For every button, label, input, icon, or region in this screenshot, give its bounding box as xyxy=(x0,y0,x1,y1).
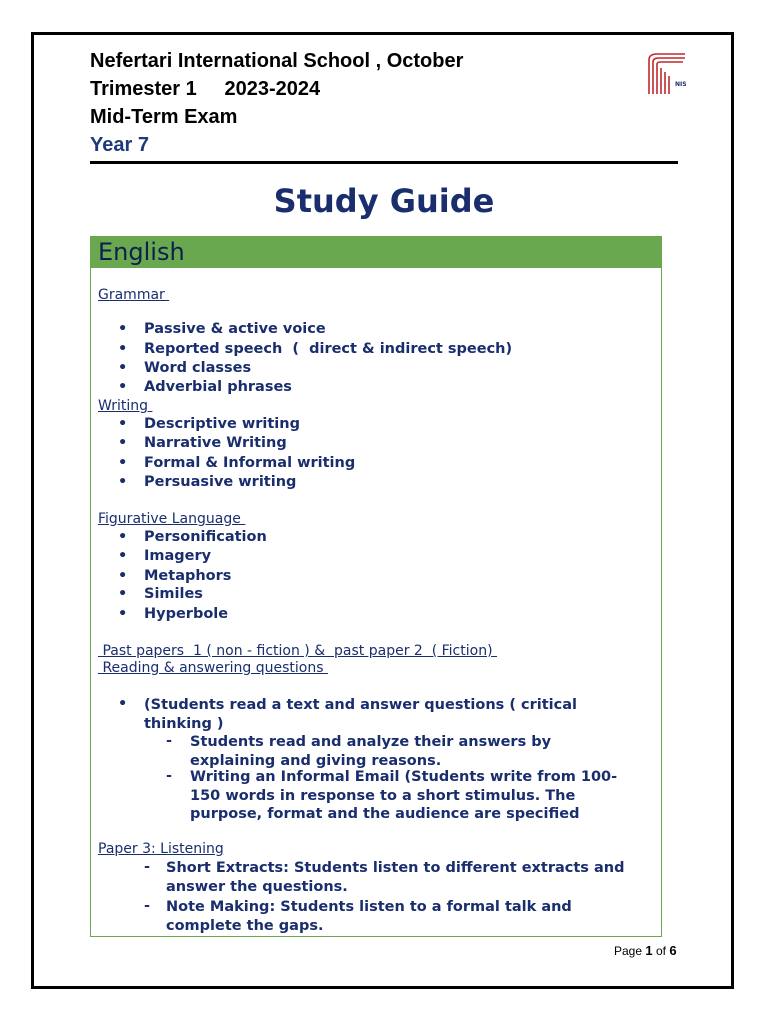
header-rule xyxy=(90,161,678,164)
subject-label: English xyxy=(98,238,185,266)
list-item: • Descriptive writing xyxy=(118,416,300,432)
list-item: • Persuasive writing xyxy=(118,474,297,490)
past-papers-bullet: (Students read a text and answer questions ( critical thinking ) xyxy=(144,697,577,732)
page-number: Page 1 of 6 xyxy=(614,943,677,958)
exam-name: Mid-Term Exam xyxy=(90,106,238,128)
listening-heading: Paper 3: Listening xyxy=(98,841,224,857)
list-item: • Passive & active voice xyxy=(118,321,326,337)
figurative-heading: Figurative Language xyxy=(98,511,246,527)
grammar-heading: Grammar xyxy=(98,287,170,303)
list-item: • Metaphors xyxy=(118,568,232,584)
list-item: • Word classes xyxy=(118,360,252,376)
list-item: • Narrative Writing xyxy=(118,435,287,451)
past-papers-heading: Past papers 1 ( non - fiction ) & past paper 2 ( Fiction) xyxy=(98,643,497,659)
list-item: • Hyperbole xyxy=(118,606,229,622)
school-logo xyxy=(645,50,695,98)
school-name: Nefertari International School , October xyxy=(90,50,464,72)
list-item: • Personification xyxy=(118,529,267,545)
sub-list-item: Note Making: Students listen to a formal talk and complete the gaps. xyxy=(166,899,572,934)
list-item: • Similes xyxy=(118,586,203,602)
year-level: Year 7 xyxy=(90,134,149,156)
bullet-icon: • xyxy=(118,696,128,712)
page-title: Study Guide xyxy=(273,182,495,220)
writing-heading: Writing xyxy=(98,398,153,414)
dash-icon: - xyxy=(144,859,151,875)
trimester: Trimester 1 2023-2024 xyxy=(90,78,321,100)
dash-icon: - xyxy=(144,898,151,914)
dash-icon: - xyxy=(166,733,173,749)
sub-list-item: Short Extracts: Students listen to different extracts and answer the questions. xyxy=(166,860,625,895)
document-header xyxy=(90,47,690,159)
list-item: • Adverbial phrases xyxy=(118,379,292,395)
dash-icon: - xyxy=(166,768,173,784)
list-item: • Imagery xyxy=(118,548,212,564)
sub-list-item: Students read and analyze their answers by explaining and giving reasons. xyxy=(190,734,552,769)
sub-list-item: Writing an Informal Email (Students write from 100-150 words in response to a short stimulus. The purpose, format and the audience are specified xyxy=(190,769,618,822)
reading-heading: Reading & answering questions xyxy=(98,660,328,676)
list-item: • Formal & Informal writing xyxy=(118,455,356,471)
svg-text:NIS: NIS xyxy=(675,81,687,88)
list-item: • Reported speech ( direct & indirect speech) xyxy=(118,341,513,357)
